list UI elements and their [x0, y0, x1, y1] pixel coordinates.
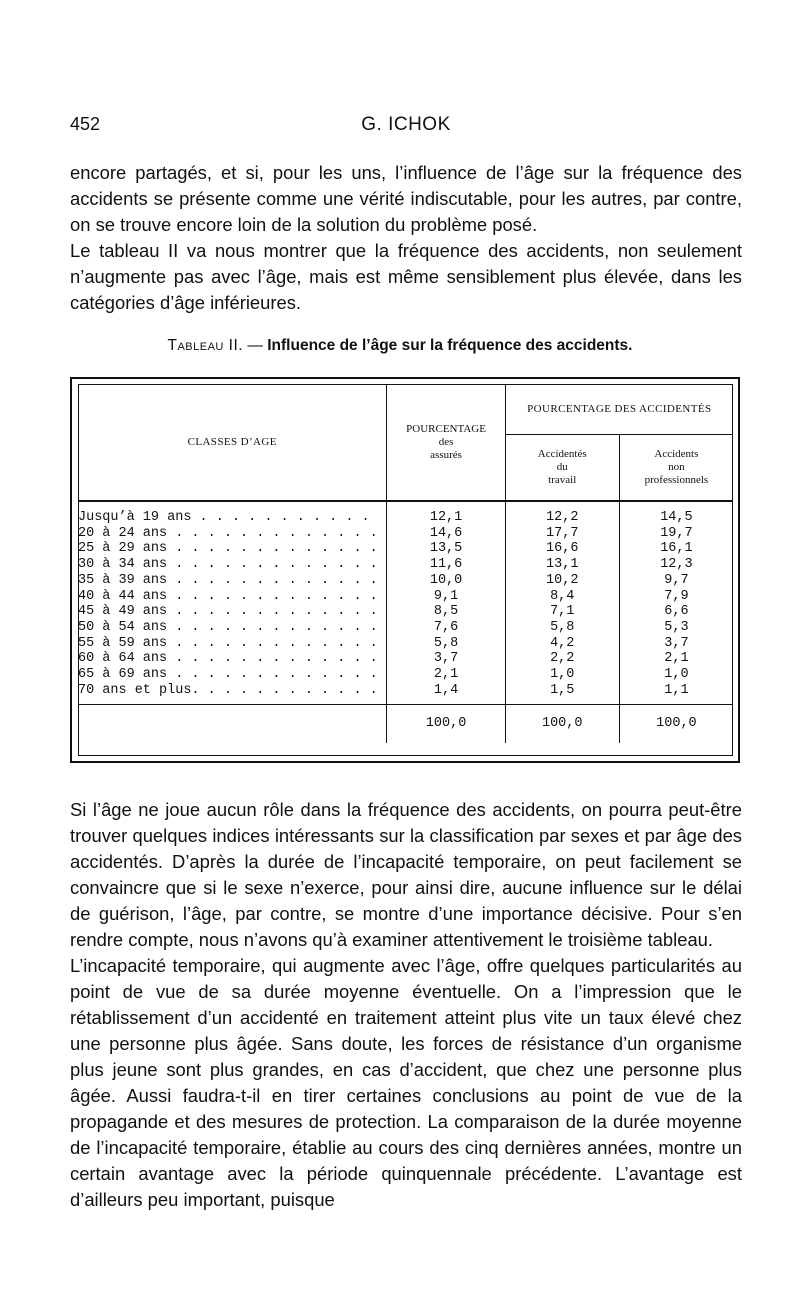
work-accident-pct: 1,5: [505, 683, 619, 705]
work-accident-pct: 8,4: [505, 589, 619, 605]
intro-text: [70, 160, 742, 316]
nonpro-accident-pct: 2,1: [619, 651, 733, 667]
header-line: Accidentés: [537, 448, 587, 461]
age-class: Jusqu’à 19 ans . . . . . . . . . . .: [78, 510, 370, 525]
insured-pct: 3,7: [387, 651, 505, 667]
work-accident-total: 100,0: [505, 705, 619, 744]
age-class: 70 ans et plus. . . . . . . . . . . .: [78, 682, 378, 698]
nonpro-accident-pct: 5,3: [619, 620, 733, 636]
header-accidents: POURCENTAGE DES ACCIDENTÉS: [505, 384, 733, 435]
age-class: 25 à 29 ans . . . . . . . . . . . . .: [78, 541, 378, 557]
work-accident-pct: 13,1: [505, 557, 619, 573]
insured-pct: 14,6: [387, 526, 505, 542]
insured-pct: 1,4: [387, 683, 505, 705]
nonpro-accident-pct: 3,7: [619, 636, 733, 652]
table-title: Influence de l’âge sur la fréquence des accidents.: [267, 337, 633, 354]
running-title: G. ICHOK: [361, 114, 451, 135]
work-accident-pct: 17,7: [505, 526, 619, 542]
insured-pct: 7,6: [387, 620, 505, 636]
header-work-accidents: [505, 435, 619, 501]
age-class: 65 à 69 ans . . . . . . . . . . . . .: [78, 667, 378, 683]
work-accident-pct: 2,2: [505, 651, 619, 667]
insured-pct: 11,6: [387, 557, 505, 573]
header-line: non: [668, 461, 685, 474]
age-class: 30 à 34 ans . . . . . . . . . . . . .: [78, 557, 378, 573]
table-total-row: [78, 705, 733, 744]
header-classes: CLASSES D’AGE: [78, 384, 387, 501]
table-row: [78, 541, 733, 557]
insured-pct: 5,8: [387, 636, 505, 652]
header-line: assurés: [430, 448, 462, 461]
insured-pct: 2,1: [387, 667, 505, 683]
age-class: 40 à 44 ans . . . . . . . . . . . . .: [78, 588, 378, 604]
nonpro-accident-total: 100,0: [619, 705, 733, 744]
work-accident-pct: 1,0: [505, 667, 619, 683]
header-line: du: [556, 461, 568, 474]
table-label: Tableau II.: [167, 337, 244, 354]
age-class: 55 à 59 ans . . . . . . . . . . . . .: [78, 635, 378, 651]
work-accident-pct: 7,1: [505, 604, 619, 620]
header-nonprofessional-accidents: [619, 435, 733, 501]
insured-total: 100,0: [387, 705, 505, 744]
paragraph: L’incapacité temporaire, qui augmente avec l’âge, offre quelques particularités au point de vue de sa durée moyenne éventuelle. On a l’impression que le rétablissement d’un accidenté en traitement atteint plus vite un taux élevé chez une personne plus âgée. Sans doute, les forces de résistance d’un organisme plus jeune sont plus grandes, en cas d’accident, que chez une personne plus âgée. Aussi faudra-t-il en tirer certaines conclusions au point de vue de la propagande et des mesures de protection. La comparaison de la durée moyenne de l’incapacité temporaire, établie au cours des cinq dernières années, montre un certain avantage avec la période quinquennale précédente. L’avantage est d’ailleurs peu important, puisque: [70, 955, 742, 1210]
caption-dash: —: [243, 337, 268, 354]
header-line: POURCENTAGE: [406, 422, 486, 435]
age-class: 35 à 39 ans . . . . . . . . . . . . .: [78, 572, 378, 588]
table-caption: [60, 337, 740, 355]
page-header: [70, 114, 742, 140]
total-label-cell: [78, 705, 387, 744]
nonpro-accident-pct: 1,0: [619, 667, 733, 683]
nonpro-accident-pct: 1,1: [619, 683, 733, 705]
table-row: [78, 667, 733, 683]
insured-pct: 13,5: [387, 541, 505, 557]
paragraph: Si l’âge ne joue aucun rôle dans la fréquence des accidents, on pourra peut-être trouver quelques indices intéressants sur la classification par sexes et par âge des accidentés. D’après la durée de l’incapacité temporaire, on peut facilement se convaincre que si le sexe n’exerce, pour ainsi dire, aucune influence sur le délai de guérison, l’âge, par contre, se montre d’une importance décisive. Pour s’en rendre compte, nous n’avons qu’à examiner attentivement le troisième tableau.: [70, 799, 742, 950]
header-line: des: [438, 435, 454, 448]
table-row: [78, 589, 733, 605]
header-assures: [387, 384, 505, 501]
paragraph: Le tableau II va nous montrer que la fréquence des accidents, non seulement n’augmente pas avec l’âge, mais est même sensiblement plus élevée, dans les catégories d’âge inférieures.: [70, 240, 742, 313]
table-row: [78, 683, 733, 705]
page-number: 452: [70, 114, 101, 134]
nonpro-accident-pct: 19,7: [619, 526, 733, 542]
table-row: [78, 604, 733, 620]
table-row: [78, 636, 733, 652]
body-text: [70, 797, 742, 1213]
nonpro-accident-pct: 14,5: [619, 501, 733, 526]
insured-pct: 12,1: [387, 501, 505, 526]
work-accident-pct: 12,2: [505, 501, 619, 526]
work-accident-pct: 4,2: [505, 636, 619, 652]
insured-pct: 10,0: [387, 573, 505, 589]
age-class: 45 à 49 ans . . . . . . . . . . . . .: [78, 604, 378, 620]
work-accident-pct: 5,8: [505, 620, 619, 636]
insured-pct: 8,5: [387, 604, 505, 620]
table-row: [78, 501, 733, 526]
nonpro-accident-pct: 12,3: [619, 557, 733, 573]
age-class: 50 à 54 ans . . . . . . . . . . . . .: [78, 619, 378, 635]
age-class: 60 à 64 ans . . . . . . . . . . . . .: [78, 651, 378, 667]
work-accident-pct: 10,2: [505, 573, 619, 589]
insured-pct: 9,1: [387, 589, 505, 605]
work-accident-pct: 16,6: [505, 541, 619, 557]
header-line: travail: [548, 474, 577, 487]
table-row: [78, 573, 733, 589]
nonpro-accident-pct: 9,7: [619, 573, 733, 589]
nonpro-accident-pct: 7,9: [619, 589, 733, 605]
table-row: [78, 620, 733, 636]
nonpro-accident-pct: 16,1: [619, 541, 733, 557]
age-class: 20 à 24 ans . . . . . . . . . . . . .: [78, 525, 378, 541]
paragraph: encore partagés, et si, pour les uns, l’influence de l’âge sur la fréquence des accidents se présente comme une vérité indiscutable, pour les autres, par contre, on se trouve encore loin de la solution du problème posé.: [70, 162, 742, 235]
age-frequency-table: [78, 384, 733, 743]
header-line: Accidents: [654, 448, 699, 461]
table-row: [78, 557, 733, 573]
table-row: [78, 651, 733, 667]
table-row: [78, 526, 733, 542]
nonpro-accident-pct: 6,6: [619, 604, 733, 620]
header-line: professionnels: [644, 474, 709, 487]
